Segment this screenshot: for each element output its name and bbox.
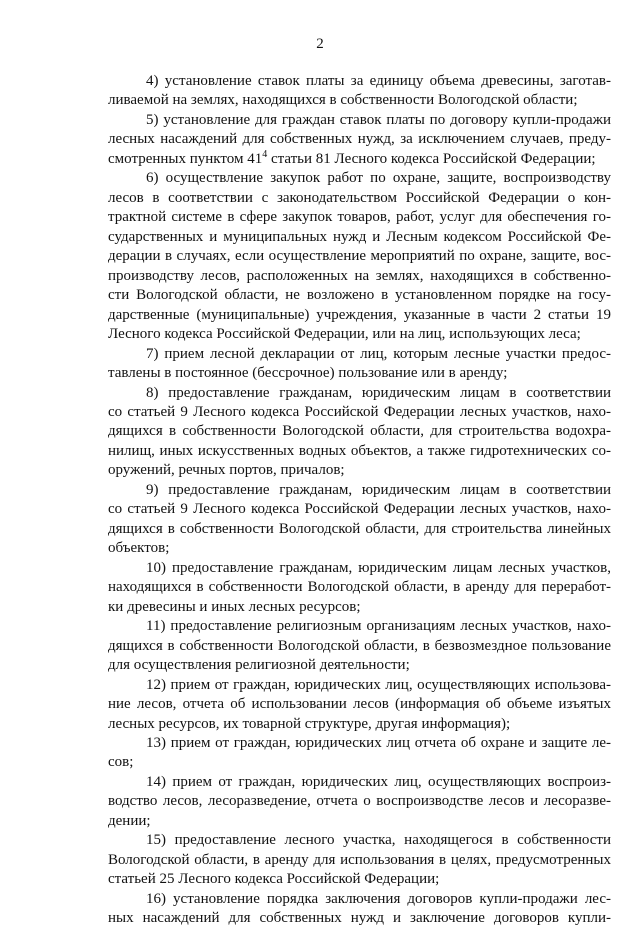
text-line: смотренных пунктом $41^4$ статьи 81 Лесного кодекса Российской Федерации; — [108, 148, 596, 167]
text-line: сти Вологодской области, не возложено в установленном порядке на госу- — [108, 287, 611, 304]
text-line: нилищ, иных искусственных водных объектов, а также гидротехнических со- — [108, 442, 611, 459]
text-line: 15) предоставление лесного участка, находящегося в собственности — [146, 832, 611, 849]
text-line: сов; — [108, 754, 134, 771]
text-line: для осуществления религиозной деятельности; — [108, 657, 410, 674]
text-line: 4) установление ставок платы за единицу объема древесины, заготав- — [146, 73, 611, 89]
text-line: 10) предоставление гражданам, юридическим лицам лесных участков, — [146, 559, 611, 576]
text-line: трактной системе в сфере закупок товаров, работ, услуг для обеспечения го- — [108, 209, 611, 226]
text-line: ливаемой на землях, находящихся в собственности Вологодской области; — [108, 92, 578, 109]
page-number: 2 — [316, 36, 324, 52]
text-line: ных насаждений для собственных нужд и заключение договоров купли- — [108, 910, 611, 927]
text-line: производству лесов, расположенных на землях, находящихся в собственно- — [108, 267, 611, 284]
text-line: со статьей 9 Лесного кодекса Российской Федерации лесных участков, нахо- — [108, 501, 611, 518]
text-line: дящихся в собственности Вологодской области, в безвозмездное пользование — [108, 637, 611, 654]
text-line: лесных ресурсов, их товарной структуре, другая информация); — [108, 715, 511, 732]
text-line: водство лесов, лесоразведение, отчета о воспроизводстве лесов и лесоразве- — [108, 793, 611, 810]
text-line: 5) установление для граждан ставок платы по договору купли-продажи — [146, 111, 611, 128]
text-line: 14) прием от граждан, юридических лиц, осуществляющих воспроиз- — [146, 773, 611, 790]
text-line: со статьей 9 Лесного кодекса Российской Федерации лесных участков, нахо- — [108, 403, 611, 420]
text-line: 8) предоставление гражданам, юридическим лицам в соответствии — [146, 384, 611, 401]
text-line: 13) прием от граждан, юридических лиц отчета об охране и защите ле- — [146, 734, 611, 751]
text-line: Вологодской области, в аренду для использования в целях, предусмотренных — [108, 851, 611, 868]
superscript: 4 — [262, 148, 268, 160]
text-line: Лесного кодекса Российской Федерации, или на лиц, использующих леса; — [108, 326, 581, 343]
text-line: дящихся в собственности Вологодской области, для строительства линейных — [108, 520, 611, 537]
text-line: дении; — [108, 812, 151, 829]
text-line: лесов в соответствии с законодательством Российской Федерации о кон- — [108, 189, 611, 206]
text-line: ки древесины и иных лесных ресурсов; — [108, 598, 361, 615]
text-line: находящихся в собственности Вологодской области, в аренду для переработ- — [108, 579, 611, 596]
text-line: дарственные (муниципальные) учреждения, указанные в части 2 статьи 19 — [108, 306, 611, 323]
text-line: статьей 25 Лесного кодекса Российской Федерации; — [108, 871, 440, 888]
text-line: 16) установление порядка заключения договоров купли-продажи лес- — [146, 890, 611, 907]
text-line: 11) предоставление религиозным организациям лесных участков, нахо- — [146, 618, 611, 635]
text-line: 6) осуществление закупок работ по охране, защите, воспроизводству — [146, 170, 611, 187]
text-line: сударственных и муниципальных нужд и Лесным кодексом Российской Фе- — [108, 228, 611, 245]
text-line: 7) прием лесной декларации от лиц, которым лесные участки предос- — [146, 345, 611, 362]
text-line: ние лесов, отчета об использовании лесов (информация об объеме изъятых — [108, 696, 611, 713]
text-line: оружений, речных портов, причалов; — [108, 462, 345, 479]
text-line: лесных насаждений для собственных нужд, за исключением случаев, преду- — [108, 131, 611, 148]
text-line: дящихся в собственности Вологодской области, для строительства водохра- — [108, 423, 611, 440]
text-line: 9) предоставление гражданам, юридическим лицам в соответствии — [146, 481, 611, 498]
text-line: тавлены в постоянное (бессрочное) пользование или в аренду; — [108, 365, 508, 382]
text-line: 12) прием от граждан, юридических лиц, осуществляющих использова- — [146, 676, 611, 693]
text-line: объектов; — [108, 540, 170, 557]
text-line: дерации в случаях, если осуществление мероприятий по охране, защите, вос- — [108, 248, 611, 265]
